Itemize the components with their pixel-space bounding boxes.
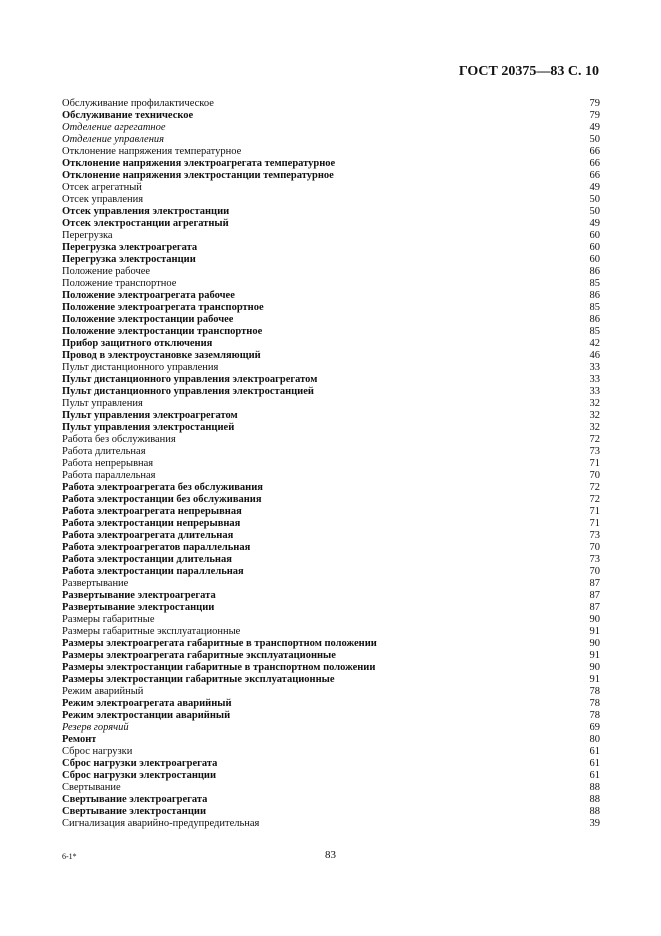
index-term: Размеры электростанции габаритные в транспортном положении [62, 662, 376, 673]
index-entry [62, 350, 600, 362]
page-number: 83 [325, 849, 336, 861]
index-page-ref: 85 [589, 302, 600, 313]
index-entry [62, 242, 600, 254]
index-page-ref: 80 [589, 734, 600, 745]
index-page-ref: 46 [589, 350, 600, 361]
index-entry [62, 278, 600, 290]
index-entry [62, 674, 600, 686]
page-header: ГОСТ 20375—83 С. 10 [458, 64, 599, 79]
index-entry [62, 590, 600, 602]
index-entry [62, 206, 600, 218]
index-page-ref: 33 [589, 374, 600, 385]
index-page-ref: 66 [589, 158, 600, 169]
index-page-ref: 60 [589, 242, 600, 253]
index-term: Отклонение напряжения электростанции температурное [62, 170, 334, 181]
index-page-ref: 70 [589, 566, 600, 577]
footer-signature: 6-1* [62, 852, 77, 861]
index-term: Работа электростанции непрерывная [62, 518, 241, 529]
index-term: Режим аварийный [62, 686, 144, 697]
index-term: Сброс нагрузки электростанции [62, 770, 217, 781]
index-term: Работа электроагрегата длительная [62, 530, 234, 541]
index-term: Работа электроагрегата непрерывная [62, 506, 242, 517]
index-page-ref: 49 [589, 122, 600, 133]
index-page-ref: 39 [589, 818, 600, 829]
index-term: Провод в электроустановке заземляющий [62, 350, 261, 361]
index-page-ref: 78 [589, 698, 600, 709]
index-page-ref: 90 [589, 614, 600, 625]
index-page-ref: 78 [589, 686, 600, 697]
index-term: Размеры электроагрегата габаритные в транспортном положении [62, 638, 377, 649]
index-term: Режим электростанции аварийный [62, 710, 231, 721]
index-entry [62, 254, 600, 266]
index-entry [62, 122, 600, 134]
index-entry [62, 362, 600, 374]
index-page-ref: 49 [589, 218, 600, 229]
index-page-ref: 66 [589, 170, 600, 181]
index-term: Отклонение напряжения температурное [62, 146, 242, 157]
index-entry [62, 662, 600, 674]
index-term: Размеры габаритные [62, 614, 155, 625]
index-entry [62, 422, 600, 434]
index-page-ref: 61 [589, 746, 600, 757]
index-entry [62, 386, 600, 398]
index-term: Сброс нагрузки электроагрегата [62, 758, 218, 769]
index-page-ref: 73 [589, 554, 600, 565]
index-term: Отсек управления электростанции [62, 206, 230, 217]
index-term: Положение электроагрегата рабочее [62, 290, 235, 301]
index-page-ref: 72 [589, 434, 600, 445]
index-page-ref: 61 [589, 770, 600, 781]
index-page-ref: 90 [589, 662, 600, 673]
index-term: Работа параллельная [62, 470, 156, 481]
index-term: Развертывание электростанции [62, 602, 215, 613]
index-page-ref: 87 [589, 602, 600, 613]
index-term: Размеры электроагрегата габаритные эксплуатационные [62, 650, 336, 661]
index-entry [62, 194, 600, 206]
index-entry [62, 782, 600, 794]
index-term: Работа непрерывная [62, 458, 154, 469]
index-term: Свертывание электроагрегата [62, 794, 208, 805]
index-entry [62, 518, 600, 530]
index-page-ref: 50 [589, 134, 600, 145]
index-entry [62, 290, 600, 302]
index-term: Резерв горячий [62, 722, 129, 733]
index-page-ref: 86 [589, 290, 600, 301]
index-term: Обслуживание техническое [62, 110, 194, 121]
index-page-ref: 32 [589, 410, 600, 421]
index-entry [62, 734, 600, 746]
index-page-ref: 71 [589, 458, 600, 469]
index-page-ref: 91 [589, 650, 600, 661]
index-page-ref: 72 [589, 482, 600, 493]
index-term: Положение электростанции транспортное [62, 326, 263, 337]
index-term: Работа электроагрегатов параллельная [62, 542, 251, 553]
index-entry [62, 506, 600, 518]
index-entry [62, 314, 600, 326]
index-term: Отделение управления [62, 134, 165, 145]
index-page-ref: 88 [589, 806, 600, 817]
index-page-ref: 91 [589, 626, 600, 637]
index-term: Свертывание электростанции [62, 806, 206, 817]
index-entry [62, 338, 600, 350]
index-page-ref: 87 [589, 590, 600, 601]
index-term: Отклонение напряжения электроагрегата температурное [62, 158, 336, 169]
index-page-ref: 61 [589, 758, 600, 769]
index-entry [62, 794, 600, 806]
index-page-ref: 33 [589, 362, 600, 373]
index-list [62, 98, 600, 830]
index-entry [62, 566, 600, 578]
index-page-ref: 50 [589, 194, 600, 205]
index-page-ref: 60 [589, 254, 600, 265]
index-term: Пульт дистанционного управления электростанцией [62, 386, 314, 397]
index-term: Пульт управления [62, 398, 143, 409]
index-entry [62, 806, 600, 818]
index-term: Пульт управления электростанцией [62, 422, 235, 433]
index-entry [62, 470, 600, 482]
index-entry [62, 554, 600, 566]
index-term: Отсек агрегатный [62, 182, 142, 193]
index-page-ref: 73 [589, 446, 600, 457]
index-term: Положение электростанции рабочее [62, 314, 234, 325]
index-page-ref: 85 [589, 326, 600, 337]
index-entry [62, 578, 600, 590]
index-term: Режим электроагрегата аварийный [62, 698, 232, 709]
index-page-ref: 33 [589, 386, 600, 397]
index-term: Работа электростанции параллельная [62, 566, 244, 577]
index-entry [62, 698, 600, 710]
index-page-ref: 71 [589, 506, 600, 517]
index-page-ref: 69 [589, 722, 600, 733]
index-entry [62, 302, 600, 314]
index-page-ref: 42 [589, 338, 600, 349]
index-term: Отсек управления [62, 194, 144, 205]
index-entry [62, 98, 600, 110]
index-entry [62, 230, 600, 242]
index-entry [62, 158, 600, 170]
index-entry [62, 110, 600, 122]
index-entry [62, 170, 600, 182]
index-entry [62, 434, 600, 446]
index-entry [62, 614, 600, 626]
index-page-ref: 70 [589, 542, 600, 553]
index-entry [62, 602, 600, 614]
index-entry [62, 134, 600, 146]
index-page-ref: 32 [589, 422, 600, 433]
index-term: Пульт дистанционного управления электроагрегатом [62, 374, 318, 385]
index-term: Размеры электростанции габаритные эксплуатационные [62, 674, 335, 685]
index-entry [62, 482, 600, 494]
index-entry [62, 626, 600, 638]
index-term: Развертывание [62, 578, 129, 589]
index-page-ref: 32 [589, 398, 600, 409]
index-term: Работа без обслуживания [62, 434, 176, 445]
index-term: Положение электроагрегата транспортное [62, 302, 264, 313]
index-page-ref: 88 [589, 794, 600, 805]
index-term: Перегрузка электроагрегата [62, 242, 198, 253]
index-entry [62, 758, 600, 770]
index-term: Сброс нагрузки [62, 746, 133, 757]
index-page-ref: 71 [589, 518, 600, 529]
index-term: Перегрузка [62, 230, 113, 241]
index-entry [62, 530, 600, 542]
index-term: Положение рабочее [62, 266, 151, 277]
index-term: Ремонт [62, 734, 97, 745]
index-page-ref: 91 [589, 674, 600, 685]
index-page-ref: 66 [589, 146, 600, 157]
index-entry [62, 374, 600, 386]
index-term: Пульт дистанционного управления [62, 362, 219, 373]
index-term: Пульт управления электроагрегатом [62, 410, 238, 421]
index-page-ref: 49 [589, 182, 600, 193]
index-entry [62, 722, 600, 734]
index-term: Положение транспортное [62, 278, 177, 289]
index-term: Работа электроагрегата без обслуживания [62, 482, 263, 493]
index-term: Развертывание электроагрегата [62, 590, 216, 601]
index-entry [62, 146, 600, 158]
index-term: Работа электростанции без обслуживания [62, 494, 262, 505]
index-term: Размеры габаритные эксплуатационные [62, 626, 241, 637]
index-term: Свертывание [62, 782, 121, 793]
index-term: Обслуживание профилактическое [62, 98, 214, 109]
index-page-ref: 72 [589, 494, 600, 505]
index-page-ref: 79 [589, 110, 600, 121]
index-entry [62, 542, 600, 554]
index-term: Работа длительная [62, 446, 146, 457]
index-entry [62, 494, 600, 506]
index-entry [62, 638, 600, 650]
index-entry [62, 686, 600, 698]
index-entry [62, 818, 600, 830]
index-page-ref: 78 [589, 710, 600, 721]
index-entry [62, 650, 600, 662]
index-page-ref: 85 [589, 278, 600, 289]
index-entry [62, 326, 600, 338]
index-term: Отсек электростанции агрегатный [62, 218, 229, 229]
index-entry [62, 182, 600, 194]
index-page-ref: 50 [589, 206, 600, 217]
index-term: Перегрузка электростанции [62, 254, 196, 265]
index-page-ref: 86 [589, 314, 600, 325]
index-page-ref: 70 [589, 470, 600, 481]
index-page-ref: 73 [589, 530, 600, 541]
index-entry [62, 446, 600, 458]
index-entry [62, 770, 600, 782]
index-page-ref: 86 [589, 266, 600, 277]
index-entry [62, 266, 600, 278]
index-entry [62, 218, 600, 230]
index-page-ref: 90 [589, 638, 600, 649]
index-entry [62, 710, 600, 722]
index-entry [62, 458, 600, 470]
index-entry [62, 410, 600, 422]
index-term: Сигнализация аварийно-предупредительная [62, 818, 260, 829]
index-page-ref: 60 [589, 230, 600, 241]
index-page-ref: 88 [589, 782, 600, 793]
index-page-ref: 79 [589, 98, 600, 109]
index-entry [62, 746, 600, 758]
index-page-ref: 87 [589, 578, 600, 589]
index-term: Работа электростанции длительная [62, 554, 232, 565]
index-entry [62, 398, 600, 410]
index-term: Прибор защитного отключения [62, 338, 213, 349]
index-term: Отделение агрегатное [62, 122, 166, 133]
